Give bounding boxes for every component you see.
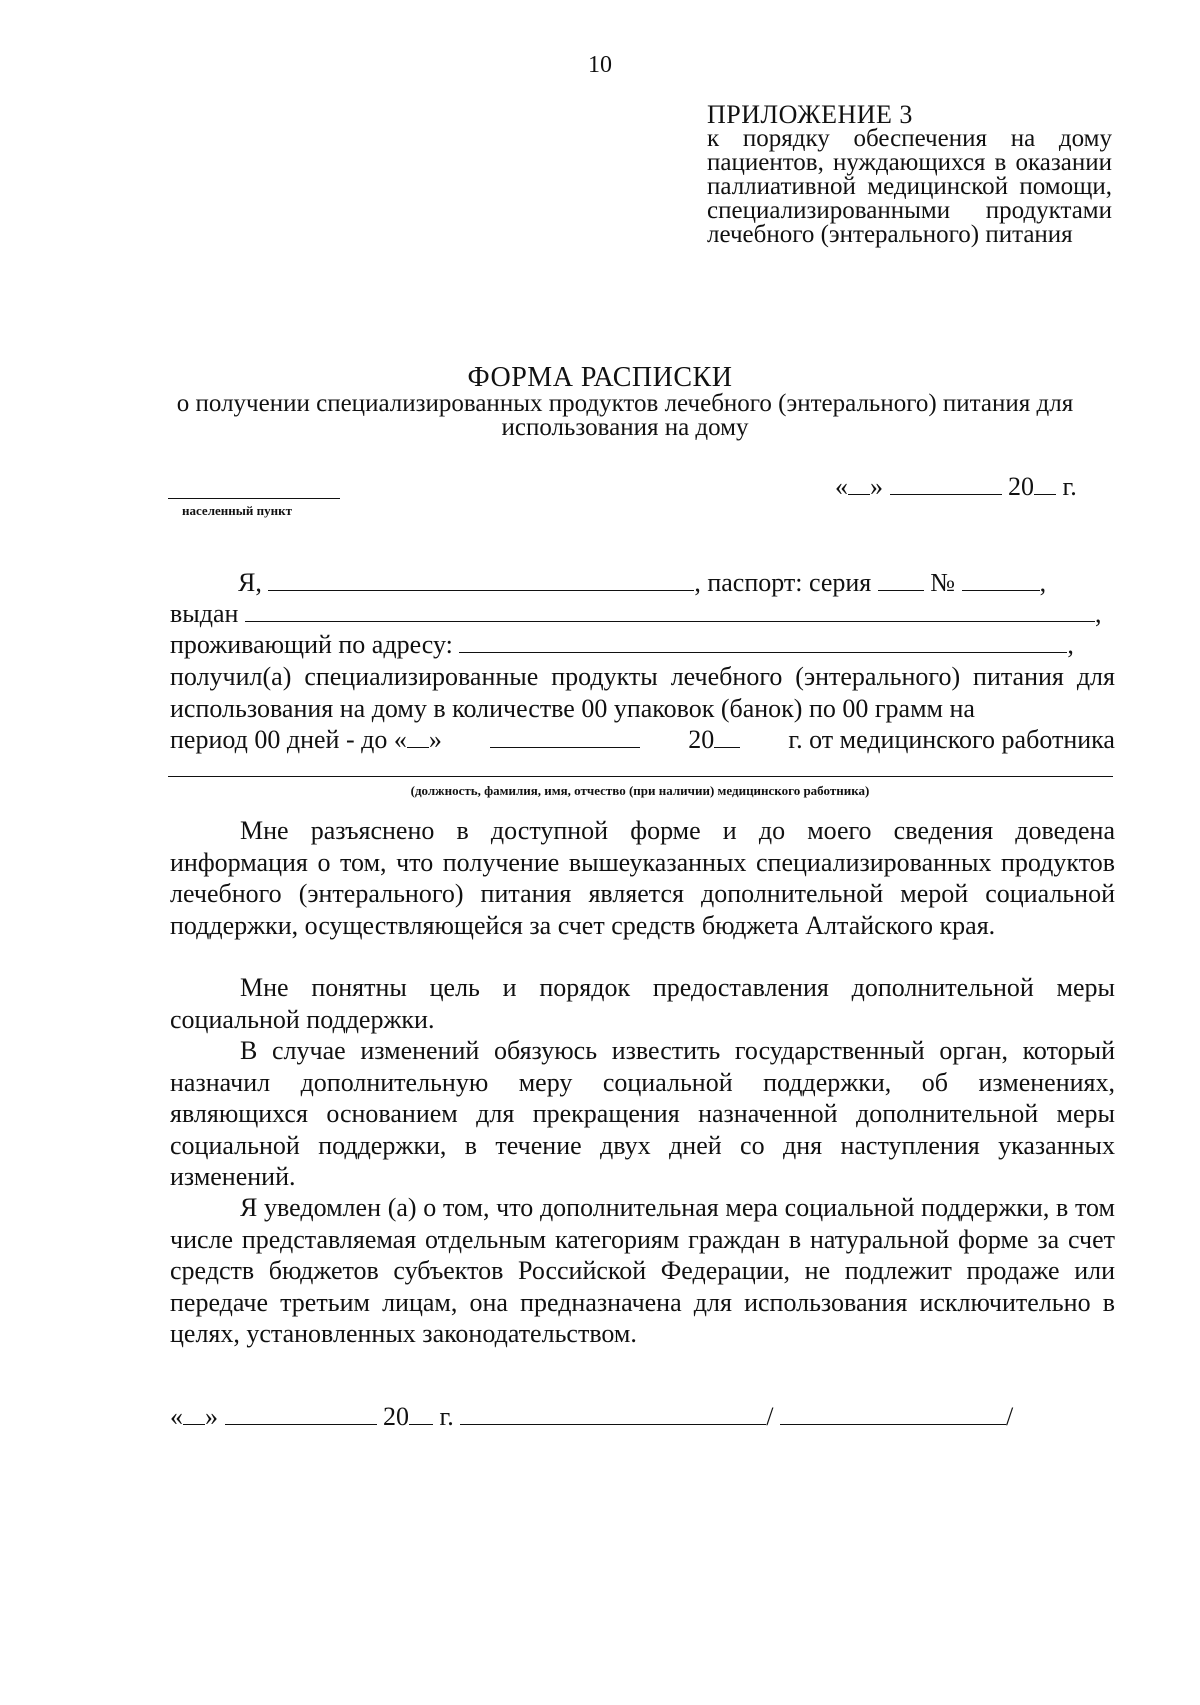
period-prefix [170,725,442,755]
issued-label: выдан [170,599,239,628]
date-year-field[interactable] [1034,472,1056,495]
period-year [688,725,740,755]
passport-label: , паспорт: серия [694,568,872,597]
issued-row [170,599,1115,629]
signature-slash-1: / [766,1402,774,1431]
date-month-field[interactable] [890,472,1002,495]
received-text: получил(а) специализированные продукты лечебного (энтерального) питания для использования на дому в количестве 00 упаковок (банок) по 00 грамм на [170,662,1115,723]
appendix-text: к порядку обеспечения на дому пациентов, нуждающихся в оказании паллиативной медицинской помощи, специализированными продуктами лечебного (энтерального) питания [707,125,1112,248]
paragraph-explained-text: Мне разъяснено в доступной форме и до моего сведения доведена информация о том, что получение вышеуказанных специализированных продуктов лечебного (энтерального) питания является дополнительной мерой социальной поддержки, осуществляющейся за счет средств бюджета Алтайского края. [170,816,1115,940]
medical-worker-field[interactable] [168,776,1113,777]
signature-year-prefix: 20 [383,1402,409,1431]
appendix-heading: ПРИЛОЖЕНИЕ 3 [707,100,913,129]
signature-open-quote: « [170,1402,183,1431]
paragraph-explained [170,815,1115,941]
period-year-prefix: 20 [688,725,715,754]
number-comma: , [1039,568,1047,597]
signature-slash-2: / [1005,1402,1014,1431]
issued-comma: , [1094,599,1102,628]
paragraph-understood [170,972,1115,1035]
date-line [835,472,1115,502]
name-row [238,568,1118,598]
paragraph-notified-text: Я уведомлен (а) о том, что дополнительная мера социальной поддержки, в том числе представляемая отдельным категориям граждан в натуральной форме за счет средств бюджетов субъектов Российской Федерации, не подлежит продаже или передаче третьим лицам, она предназначена для использования исключительно в целях, установленных законодательством. [170,1193,1115,1348]
period-prefix-text: период 00 дней - до « [170,725,407,754]
address-comma: , [1067,630,1074,659]
signature-row [170,1402,1115,1432]
passport-number-field[interactable] [962,568,1040,591]
date-year-suffix: г. [1062,472,1077,501]
period-day-field[interactable] [407,725,429,748]
fullname-field[interactable] [268,568,694,591]
form-title: ФОРМА РАСПИСКИ [467,362,733,393]
paragraph-changes [170,1035,1115,1193]
medical-worker-caption: (должность, фамилия, имя, отчество (при наличии) медицинского работника) [410,783,870,798]
passport-series-field[interactable] [878,568,924,591]
form-subtitle: о получении специализированных продуктов лечебного (энтерального) питания для использования на дому [176,390,1074,441]
address-field[interactable] [459,630,1067,653]
signature-year-field[interactable] [409,1402,433,1425]
place-line [168,498,340,499]
signature-close-quote: » [205,1402,218,1431]
period-row [170,725,1115,755]
date-open-quote: « [835,472,848,501]
address-label: проживающий по адресу: [170,630,453,659]
period-year-field[interactable] [714,725,740,748]
date-day-field[interactable] [848,472,870,495]
medical-worker-line [168,776,1113,777]
signature-month-field[interactable] [225,1402,377,1425]
page-number: 10 [588,52,612,78]
period-close-quote: » [428,725,442,754]
number-sign: № [930,568,956,597]
place-field[interactable] [168,498,340,499]
paragraph-understood-text: Мне понятны цель и порядок предоставления дополнительной меры социальной поддержки. [170,973,1115,1034]
place-caption: населенный пункт [182,503,292,518]
date-close-quote: » [870,472,883,501]
period-month-field[interactable] [490,725,640,748]
signature-day-field[interactable] [183,1402,205,1425]
i-label: Я, [238,568,262,597]
signature-year-suffix: г. [439,1402,454,1431]
signature-field[interactable] [460,1402,766,1425]
period-suffix: г. от медицинского работника [788,725,1115,754]
paragraph-changes-text: В случае изменений обязуюсь известить государственный орган, который назначил дополнительную меру социальной поддержки, об изменениях, являющихся основанием для прекращения назначенной дополнительной меры социальной поддержки, в течение двух дней со дня наступления указанных изменений. [170,1036,1115,1191]
issued-field[interactable] [245,599,1095,622]
paragraph-notified [170,1192,1115,1350]
date-year-prefix: 20 [1008,472,1034,501]
address-row [170,630,1115,660]
signature-decoding-field[interactable] [780,1402,1006,1425]
appendix-block [707,100,1112,248]
